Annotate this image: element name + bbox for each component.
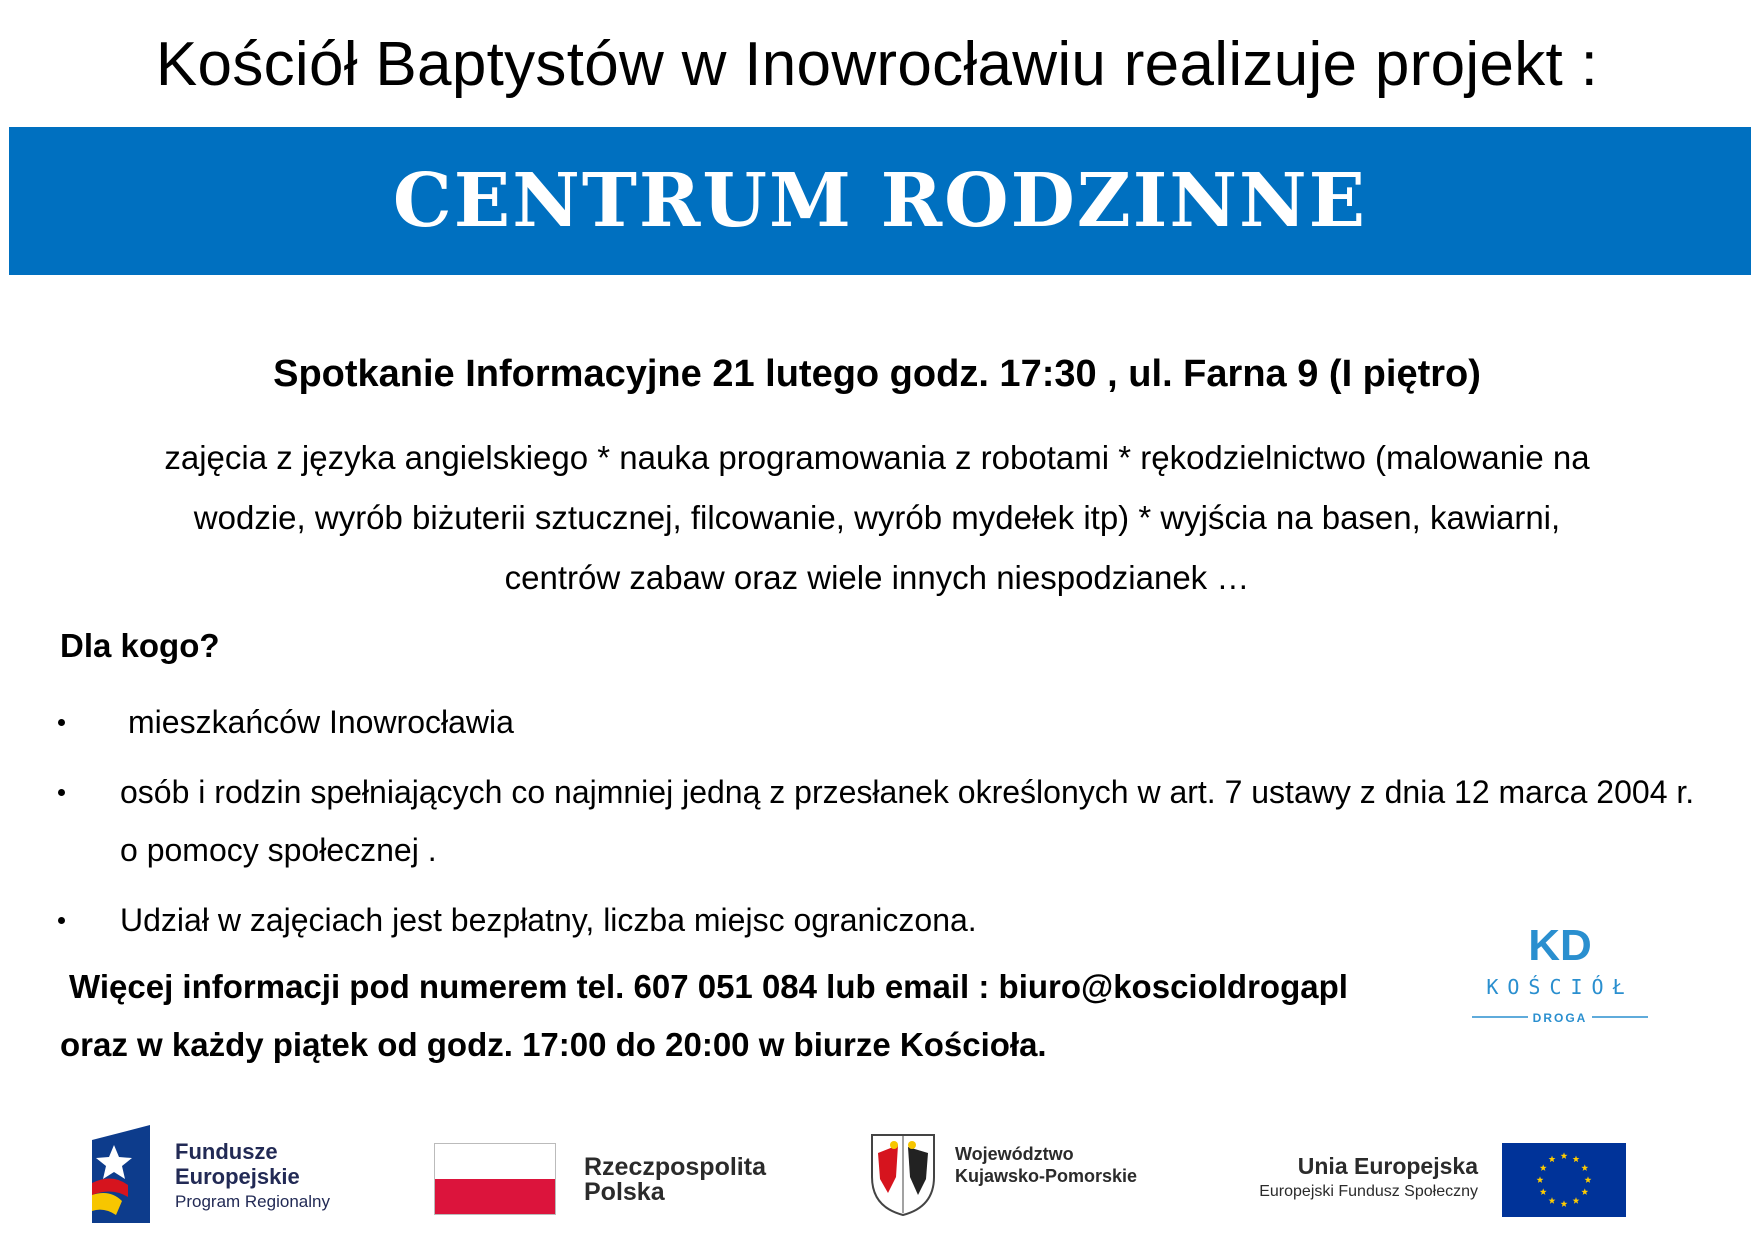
church-logo-mark: KD (1528, 921, 1592, 970)
poland-flag-icon (434, 1143, 556, 1215)
page-title: Kościół Baptystów w Inowrocławiu realizuje projekt : (155, 30, 1599, 99)
fe-line1: Fundusze (175, 1139, 278, 1164)
rp-line2: Polska (584, 1178, 665, 1206)
fe-line3: Program Regionalny (175, 1192, 330, 1211)
kp-line1: Województwo (955, 1144, 1074, 1164)
activities-line: centrów zabaw oraz wiele innych niespodzianek … (504, 559, 1250, 596)
contact-line: oraz w każdy piątek od godz. 17:00 do 20:00 w biurze Kościoła. (60, 1026, 1047, 1063)
ue-line2: Europejski Fundusz Społeczny (1259, 1183, 1478, 1200)
contact-info (60, 958, 1400, 1074)
list-item (58, 763, 1698, 879)
list-item-text: Udział w zajęciach jest bezpłatny, liczba miejsc ograniczona. (120, 902, 977, 938)
for-whom-list (58, 693, 1698, 961)
rp-line1: Rzeczpospolita (584, 1153, 766, 1181)
project-name: CENTRUM RODZINNE (392, 158, 1368, 244)
for-whom-heading: Dla kogo? (60, 627, 220, 664)
ue-line1: Unia Europejska (1297, 1153, 1478, 1179)
list-item-text: mieszkańców Inowrocławia (128, 704, 514, 740)
church-logo-sub: DROGA (1532, 1011, 1588, 1025)
fe-line2: Europejskie (175, 1164, 300, 1189)
church-logo (1470, 918, 1650, 1028)
project-banner (9, 127, 1751, 275)
bullet-icon (58, 917, 65, 924)
church-logo-name: KOŚCIÓŁ (1486, 975, 1634, 999)
activities-line: zajęcia z języka angielskiego * nauka programowania z robotami * rękodzielnictwo (malowanie na (164, 439, 1590, 476)
meeting-info: Spotkanie Informacyjne 21 lutego godz. 17:30 , ul. Farna 9 (I piętro) (273, 353, 1481, 395)
kujawsko-pomorskie-crest-icon (868, 1131, 938, 1217)
contact-line: Więcej informacji pod numerem tel. 607 051 084 lub email : biuro@koscioldrogapl (69, 968, 1348, 1005)
list-item (58, 693, 1698, 751)
bullet-icon (58, 719, 65, 726)
activities-description (60, 428, 1694, 608)
fundusze-europejskie-icon (92, 1125, 154, 1223)
list-item-text: osób i rodzin spełniających co najmniej jedną z przesłanek określonych w art. 7 ustawy z dnia 12 marca 2004 r. o pomocy społecznej . (120, 774, 1695, 868)
bullet-icon (58, 789, 65, 796)
activities-line: wodzie, wyrób biżuterii sztucznej, filcowanie, wyrób mydełek itp) * wyjścia na basen, kawiarni, (193, 499, 1561, 536)
footer-logos (0, 1125, 1754, 1225)
eu-flag-icon (1502, 1143, 1626, 1217)
list-item (58, 891, 1698, 949)
kp-line2: Kujawsko-Pomorskie (955, 1166, 1138, 1186)
